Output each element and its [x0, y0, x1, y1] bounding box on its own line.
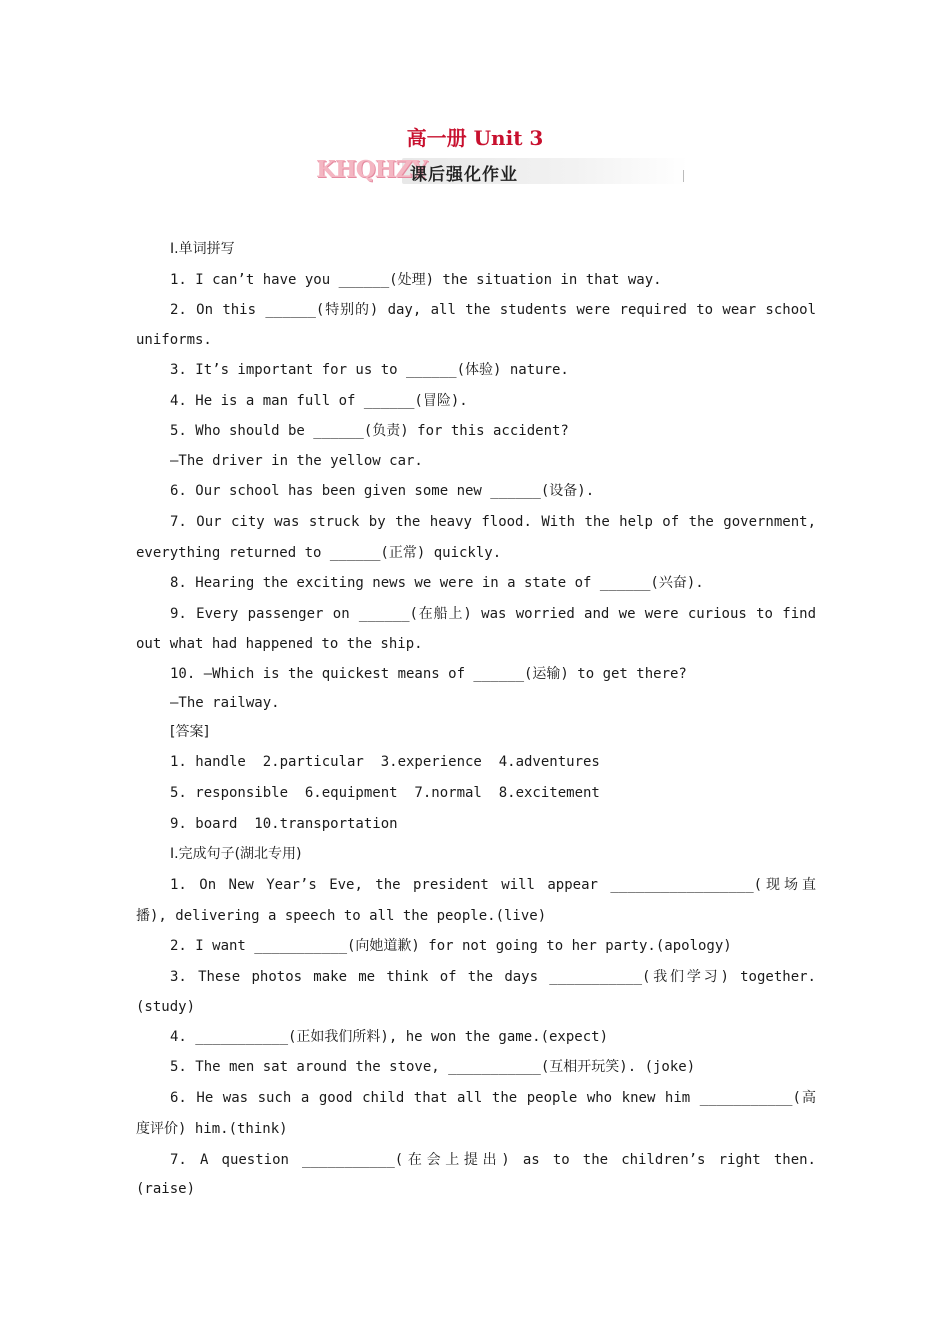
- question-line-continued: (study): [136, 998, 196, 1015]
- question-line: 3. It’s important for us to ______(体验) nature.: [170, 362, 569, 379]
- question-line: 2. I want ___________(向她道歉) for not going to her party.(apology): [170, 938, 732, 955]
- question-line: 6. He was such a good child that all the people who knew him ___________(高: [170, 1090, 816, 1107]
- question-line: 6. Our school has been given some new ______(设备).: [170, 483, 595, 500]
- homework-banner: [314, 152, 688, 192]
- question-line: 4. He is a man full of ______(冒险).: [170, 392, 468, 409]
- question-line: 1. I can’t have you ______(处理) the situation in that way.: [170, 271, 662, 288]
- banner-logo: KHQHZY: [316, 156, 427, 183]
- question-line: 1. On New Year’s Eve, the president will appear _________________(现场直: [170, 877, 816, 893]
- question-line: 4. ___________(正如我们所料), he won the game.(expect): [170, 1028, 609, 1045]
- answer-line: 9. board 10.transportation: [170, 815, 398, 832]
- question-line: 7. A question ___________(在会上提出) as to the children’s right then.: [170, 1151, 816, 1168]
- answer-line: 1. handle 2.particular 3.experience 4.adventures: [170, 754, 600, 771]
- question-line: 5. Who should be ______(负责) for this accident?: [170, 423, 569, 440]
- question-line-continued: out what had happened to the ship.: [136, 635, 423, 652]
- question-line: 10. —Which is the quickest means of ______(运输) to get there?: [170, 665, 687, 682]
- dialogue-reply: —The railway.: [170, 695, 280, 712]
- question-line-continued: 播), delivering a speech to all the people.(live): [136, 907, 547, 924]
- section-heading-sentences: Ⅰ.完成句子(湖北专用): [170, 846, 302, 863]
- question-line-continued: uniforms.: [136, 332, 212, 349]
- page-title: 高一册 Unit 3: [406, 126, 544, 150]
- question-line-continued: 度评价) him.(think): [136, 1120, 288, 1137]
- answer-heading: [答案]: [170, 724, 209, 741]
- question-line: 3. These photos make me think of the days ___________(我们学习) together.: [170, 969, 816, 986]
- question-line: 2. On this ______(特别的) day, all the students were required to wear school: [170, 302, 816, 319]
- banner-label: 课后强化作业: [410, 165, 518, 185]
- banner-divider: [683, 170, 684, 182]
- question-line-continued: everything returned to ______(正常) quickly.: [136, 544, 502, 561]
- question-line: 9. Every passenger on ______(在船上) was worried and we were curious to find: [170, 605, 816, 622]
- question-line: 8. Hearing the exciting news we were in a state of ______(兴奋).: [170, 575, 704, 592]
- answer-line: 5. responsible 6.equipment 7.normal 8.excitement: [170, 784, 600, 801]
- dialogue-reply: —The driver in the yellow car.: [170, 453, 423, 470]
- exercise-content: [136, 234, 816, 1204]
- section-heading-vocabulary: Ⅰ.单词拼写: [170, 241, 235, 257]
- question-line-continued: (raise): [136, 1181, 196, 1198]
- question-line: 7. Our city was struck by the heavy flood. With the help of the government,: [170, 513, 816, 530]
- question-line: 5. The men sat around the stove, ___________(互相开玩笑). (joke): [170, 1059, 696, 1076]
